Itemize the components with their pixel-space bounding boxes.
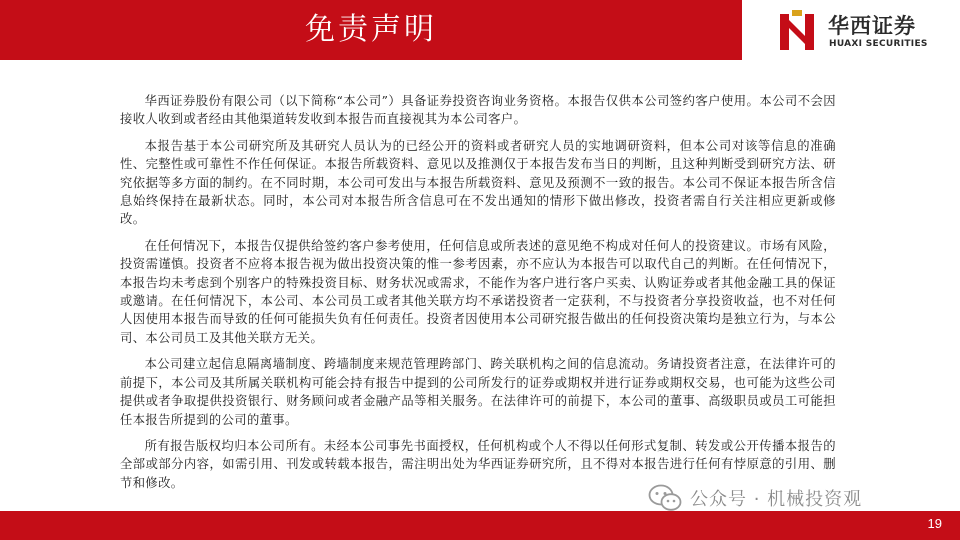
disclaimer-paragraph: 在任何情况下，本报告仅提供给签约客户参考使用，任何信息或所表述的意见绝不构成对任何人的投资建议。市场有风险，投资需谨慎。投资者不应将本报告视为做出投资决策的惟一参考因素，亦不应认为本报告可以取代自己的判断。在任何情况下，本报告均未考虑到个别客户的特殊投资目标、财务状况或需求，不能作为客户进行客户买卖、认购证券或者其他金融工具的保证或邀请。在任何情况下，本公司、本公司员工或者其他关联方均不承诺投资者一定获利，不与投资者分享投资收益，也不对任何人因使用本报告而导致的任何可能损失负有任何责任。投资者因使用本公司研究报告做出的任何投资决策均是独立行为，与本公司、本公司员工及其他关联方无关。 [120,238,836,345]
logo-name-cn: 华西证券 [828,14,916,38]
disclaimer-paragraph: 本报告基于本公司研究所及其研究人员认为的已经公开的资料或者研究人员的实地调研资料，但本公司对该等信息的准确性、完整性或可靠性不作任何保证。本报告所载资料、意见以及推测仅于本报告发布当日的判断，且这种判断受到研究方法、研究依据等多方面的制约。在不同时期，本公司可发出与本报告所载资料、意见及预测不一致的报告。本公司不保证本报告所含信息始终保持在最新状态。同时，本公司对本报告所含信息可在不发出通知的情形下做出修改，投资者需自行关注相应更新或修改。 [120,138,836,227]
disclaimer-paragraph: 本公司建立起信息隔离墙制度、跨墙制度来规范管理跨部门、跨关联机构之间的信息流动。务请投资者注意，在法律许可的前提下，本公司及其所属关联机构可能会持有报告中提到的公司所发行的证券或期权并进行证券或期权交易，也可能为这些公司提供或者争取提供投资银行、财务顾问或者金融产品等相关服务。在法律许可的前提下，本公司的董事、高级职员或员工可能担任本报告所提到的公司的董事。 [120,357,836,427]
disclaimer-paragraph: 所有报告版权均归本公司所有。未经本公司事先书面授权，任何机构或个人不得以任何形式复制、转发或公开传播本报告的全部或部分内容，如需引用、刊发或转载本报告，需注明出处为华西证券研究所，且不得对本报告进行任何有悖原意的引用、删节和修改。 [120,438,836,490]
disclaimer-body [120,92,836,500]
logo-name-en: HUAXI SECURITIES [829,39,928,49]
footer-bar [0,511,960,540]
huaxi-logo-mark-icon [778,10,816,52]
page-title: 免责声明 [305,12,437,47]
company-logo [778,8,948,54]
disclaimer-paragraph: 华西证券股份有限公司（以下简称“本公司”）具备证券投资咨询业务资格。本报告仅供本公司签约客户使用。本公司不会因接收人收到或者经由其他渠道转发收到本报告而直接视其为本公司客户。 [120,94,836,127]
watermark [648,484,862,512]
watermark-text: 公众号 · 机械投资观 [690,489,863,510]
wechat-icon [648,484,682,512]
page-number: 19 [927,516,942,531]
